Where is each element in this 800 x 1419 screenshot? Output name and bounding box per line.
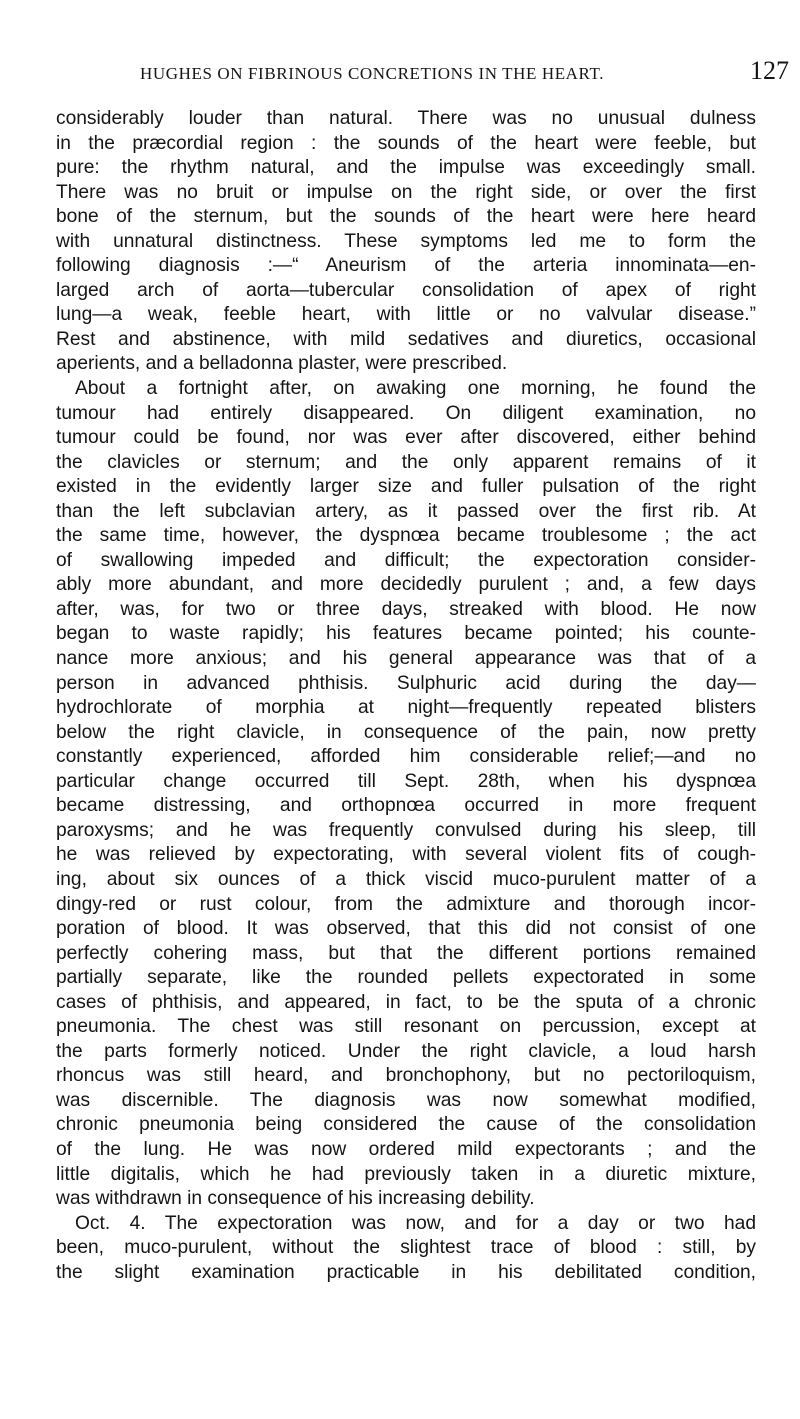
text-line: There was no bruit or impulse on the right side, or over the first xyxy=(56,181,756,203)
text-line: hydrochlorate of morphia at night—frequently repeated blisters xyxy=(56,697,756,719)
text-line: in the præcordial region : the sounds of the heart were feeble, but xyxy=(56,132,756,154)
page-number: 127 xyxy=(750,56,789,85)
text-line: was withdrawn in consequence of his increasing debility. xyxy=(56,1188,535,1210)
text-line: lung—a weak, feeble heart, with little or no valvular disease.” xyxy=(56,304,756,326)
text-line: began to waste rapidly; his features became pointed; his counte- xyxy=(56,623,756,645)
text-line: the parts formerly noticed. Under the right clavicle, a loud harsh xyxy=(56,1040,756,1062)
text-line: larged arch of aorta—tubercular consolidation of apex of right xyxy=(56,279,756,301)
text-line: been, muco-purulent, without the slightest trace of blood : still, by xyxy=(56,1237,756,1259)
text-line: the slight examination practicable in his debilitated condition, xyxy=(56,1261,756,1283)
text-line: chronic pneumonia being considered the cause of the consolidation xyxy=(56,1114,756,1136)
text-line: dingy-red or rust colour, from the admixture and thorough incor- xyxy=(56,893,756,915)
text-line: considerably louder than natural. There was no unusual dulness xyxy=(56,108,756,129)
text-line: than the left subclavian artery, as it passed over the first rib. At xyxy=(56,500,756,522)
text-line: aperients, and a belladonna plaster, were prescribed. xyxy=(56,353,508,375)
text-line: tumour could be found, nor was ever after discovered, either behind xyxy=(56,427,756,449)
text-line: with unnatural distinctness. These symptoms led me to form the xyxy=(56,230,756,252)
text-line: ing, about six ounces of a thick viscid muco-purulent matter of a xyxy=(56,868,756,890)
text-line: rhoncus was still heard, and bronchophony, but no pectoriloquism, xyxy=(56,1065,756,1087)
body-text xyxy=(56,107,756,1285)
text-line: pneumonia. The chest was still resonant on percussion, except at xyxy=(56,1016,756,1038)
text-line: tumour had entirely disappeared. On diligent examination, no xyxy=(56,402,756,424)
text-line: Rest and abstinence, with mild sedatives and diuretics, occasional xyxy=(56,328,756,350)
text-line: partially separate, like the rounded pellets expectorated in some xyxy=(56,967,756,989)
text-line: poration of blood. It was observed, that this did not consist of one xyxy=(56,918,756,940)
text-line: particular change occurred till Sept. 28th, when his dyspnœa xyxy=(56,770,756,792)
text-line: little digitalis, which he had previously taken in a diuretic mixture, xyxy=(56,1163,756,1185)
text-line: following diagnosis :—“ Aneurism of the arteria innominata—en- xyxy=(56,255,756,277)
text-line: he was relieved by expectorating, with several violent fits of cough- xyxy=(56,844,756,866)
text-line: Oct. 4. The expectoration was now, and for a day or two had xyxy=(75,1212,756,1234)
text-line: the same time, however, the dyspnœa became troublesome ; the act xyxy=(56,525,756,547)
text-line: person in advanced phthisis. Sulphuric acid during the day— xyxy=(56,672,756,694)
text-line: of swallowing impeded and difficult; the expectoration consider- xyxy=(56,549,756,571)
text-line: pure: the rhythm natural, and the impulse was exceedingly small. xyxy=(56,157,756,179)
text-line: bone of the sternum, but the sounds of the heart were here heard xyxy=(56,206,756,228)
text-line: existed in the evidently larger size and fuller pulsation of the right xyxy=(56,476,756,498)
text-line: constantly experienced, afforded him considerable relief;—and no xyxy=(56,746,756,768)
text-line: ably more abundant, and more decidedly purulent ; and, a few days xyxy=(56,574,756,596)
text-line: was discernible. The diagnosis was now somewhat modified, xyxy=(56,1089,756,1111)
text-line: after, was, for two or three days, streaked with blood. He now xyxy=(56,598,756,620)
text-line: perfectly cohering mass, but that the different portions remained xyxy=(56,942,756,964)
text-line: below the right clavicle, in consequence of the pain, now pretty xyxy=(56,721,756,743)
text-line: became distressing, and orthopnœa occurred in more frequent xyxy=(56,795,756,817)
text-line: nance more anxious; and his general appearance was that of a xyxy=(56,648,756,670)
text-line: cases of phthisis, and appeared, in fact, to be the sputa of a chronic xyxy=(56,991,756,1013)
text-line: paroxysms; and he was frequently convulsed during his sleep, till xyxy=(56,819,756,841)
running-title: HUGHES ON FIBRINOUS CONCRETIONS IN THE HEART. xyxy=(140,64,605,83)
text-line: the clavicles or sternum; and the only apparent remains of it xyxy=(56,451,756,473)
text-line: of the lung. He was now ordered mild expectorants ; and the xyxy=(56,1138,756,1160)
text-line: About a fortnight after, on awaking one morning, he found the xyxy=(75,378,756,400)
